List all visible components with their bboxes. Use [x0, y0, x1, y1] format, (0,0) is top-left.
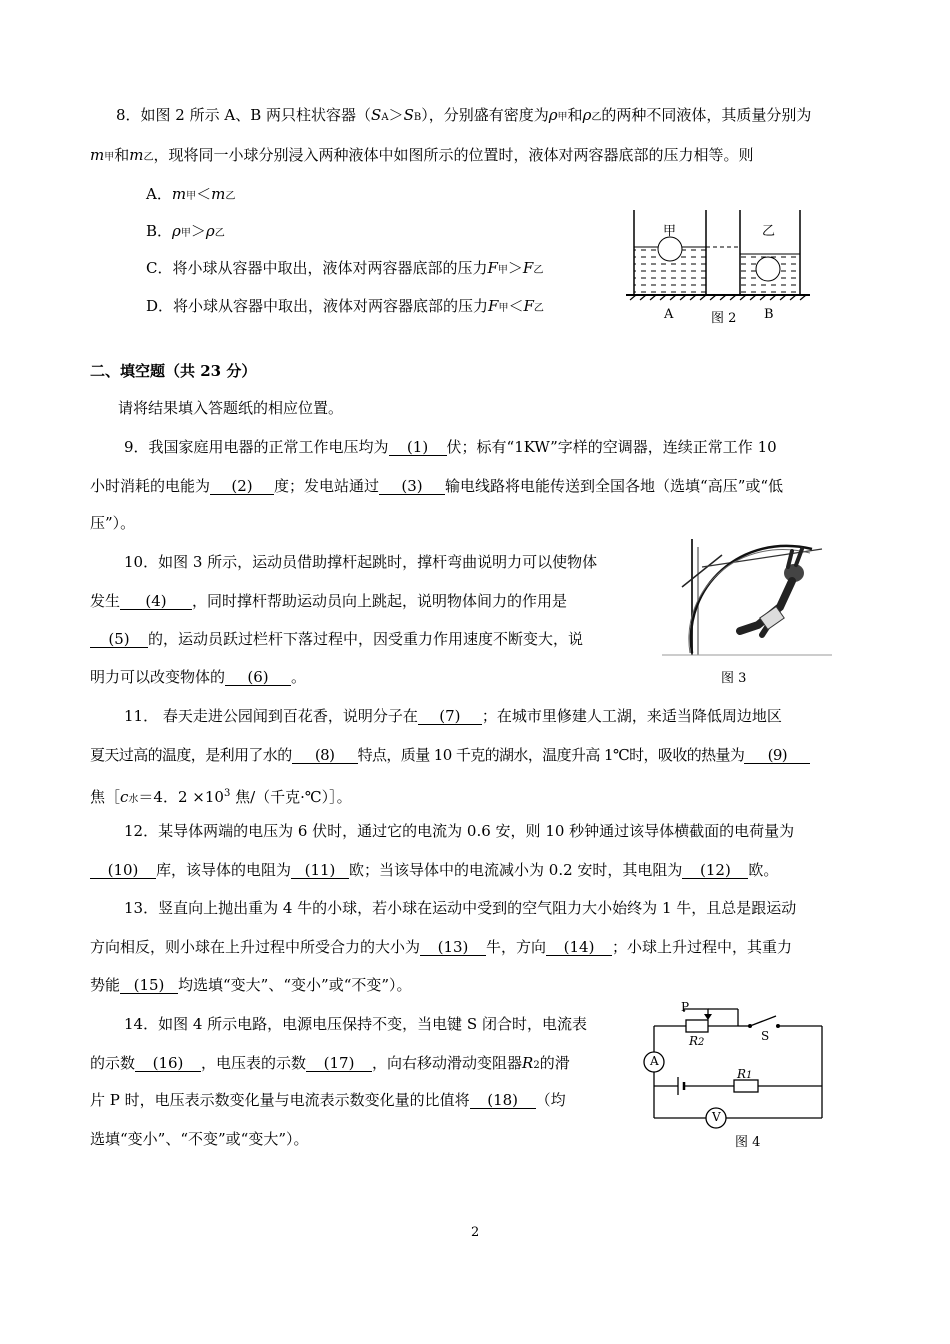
- q8-option-d: D．将小球从容器中取出，液体对两容器底部的压力F甲＜F乙: [146, 297, 544, 315]
- figure-3-caption: 图 3: [721, 671, 747, 686]
- q14-line1: 14．如图 4 所示电路，电源电压保持不变，当电键 S 闭合时，电流表: [124, 1015, 587, 1033]
- blank-6[interactable]: (6): [225, 669, 291, 686]
- page-number: 2: [471, 1225, 480, 1240]
- blank-4[interactable]: (4): [120, 593, 192, 610]
- blank-14[interactable]: (14): [546, 939, 612, 956]
- q8-line2: m甲和m乙，现将同一小球分别浸入两种液体中如图所示的位置时，液体对两容器底部的压力相等。则: [90, 146, 754, 164]
- q14-line3: 片 P 时，电压表示数变化量与电流表示数变化量的比值将 (18) （均: [90, 1091, 566, 1109]
- q9-line2: 小时消耗的电能为 (2) 度；发电站通过 (3) 输电线路将电能传送到全国各地（选填“高压”或“低: [90, 477, 784, 495]
- resistor-r1: [734, 1080, 758, 1092]
- blank-12[interactable]: (12): [682, 862, 748, 879]
- blank-13[interactable]: (13): [420, 939, 486, 956]
- q14-line2: 的示数 (16) ，电压表的示数 (17) ，向右移动滑动变阻器R2的滑: [90, 1054, 570, 1072]
- q11-line1: 11． 春天走进公园闻到百花香，说明分子在 (7) ；在城市里修建人工湖，来适当降低周边地区: [124, 707, 782, 725]
- q10-line2: 发生 (4) ，同时撑杆帮助运动员向上跳起，说明物体间力的作用是: [90, 592, 568, 610]
- q13-line2: 方向相反，则小球在上升过程中所受合力的大小为 (13) 牛，方向 (14) ；小球上升过程中，其重力: [90, 938, 793, 956]
- figure-4-label-a: A: [650, 1054, 659, 1068]
- blank-15[interactable]: (15): [120, 977, 178, 994]
- q8-option-a: A．m甲＜m乙: [146, 185, 236, 203]
- q8-option-c: C．将小球从容器中取出，液体对两容器底部的压力F甲＞F乙: [146, 259, 544, 277]
- q9-line3: 压”）。: [90, 514, 136, 532]
- figure-2-label-a: A: [664, 307, 674, 322]
- q8-line1: 8．如图 2 所示 A、B 两只柱状容器（SA＞SB），分别盛有密度为ρ甲和ρ乙的两种不同液体，其质量分别为: [116, 106, 812, 124]
- blank-3[interactable]: (3): [379, 478, 445, 495]
- blank-1[interactable]: (1): [389, 439, 447, 456]
- figure-2-label-b: B: [764, 307, 774, 322]
- blank-18[interactable]: (18): [470, 1092, 536, 1109]
- q10-line4: 明力可以改变物体的 (6) 。: [90, 668, 307, 686]
- blank-10[interactable]: (10): [90, 862, 156, 879]
- section-2-instruction: 请将结果填入答题纸的相应位置。: [118, 399, 344, 417]
- figure-2-label-yi: 乙: [762, 224, 776, 239]
- q13-line3: 势能 (15) 均选填“变大”、“变小”或“不变”）。: [90, 976, 412, 994]
- blank-11[interactable]: (11): [291, 862, 349, 879]
- section-2-heading: 二、填空题（共 23 分）: [90, 362, 257, 380]
- blank-2[interactable]: (2): [210, 478, 274, 495]
- q11-line3: 焦［c水＝4．$2 \times 10^3$ 焦/（千克·℃）］。: [90, 788, 352, 806]
- q11-line2: 夏天过高的温度，是利用了水的 (8) 特点，质量 10 千克的湖水，温度升高 1℃时，吸收的热量为 (9): [90, 745, 810, 765]
- blank-5[interactable]: (5): [90, 631, 148, 648]
- figure-4-label-v: V: [712, 1110, 721, 1124]
- figure-4-circuit: [638, 1006, 828, 1136]
- blank-16[interactable]: (16): [135, 1055, 201, 1072]
- ball-in-a: [658, 237, 682, 261]
- blank-17[interactable]: (17): [306, 1055, 372, 1072]
- blank-7[interactable]: (7): [418, 708, 482, 725]
- figure-4-label-r1: R1: [737, 1067, 753, 1081]
- q14-line4: 选填“变小”、“不变”或“变大”）。: [90, 1130, 309, 1148]
- figure-2-label-jia: 甲: [663, 224, 677, 239]
- q10-line3: (5) 的，运动员跃过栏杆下落过程中，因受重力作用速度不断变大，说: [90, 629, 583, 649]
- figure-3-pole-vault-illustration: [662, 527, 832, 657]
- blank-9[interactable]: (9): [744, 747, 810, 764]
- ball-in-b: [756, 257, 780, 281]
- figure-4-label-s: S: [761, 1029, 770, 1043]
- q13-line1: 13．竖直向上抛出重为 4 牛的小球，若小球在运动中受到的空气阻力大小始终为 1 牛，且总是跟运动: [124, 899, 797, 917]
- q10-line1: 10．如图 3 所示，运动员借助撑杆起跳时，撑杆弯曲说明力可以使物体: [124, 553, 598, 571]
- figure-4-label-r2: R2: [689, 1034, 705, 1048]
- switch-s: [750, 1016, 776, 1026]
- figure-2-containers: [620, 205, 820, 305]
- q12-line1: 12．某导体两端的电压为 6 伏时，通过它的电流为 0.6 安，则 10 秒钟通过该导体横截面的电荷量为: [124, 822, 795, 840]
- blank-8[interactable]: (8): [292, 747, 358, 764]
- q12-line2: (10) 库，该导体的电阻为 (11) 欧；当该导体中的电流减小为 0.2 安时，其电阻为 (12) 欧。: [90, 860, 778, 880]
- q9-line1: 9．我国家庭用电器的正常工作电压均为 (1) 伏；标有“1KW”字样的空调器，连续正常工作 10: [124, 438, 777, 456]
- rheostat-r2: [686, 1020, 708, 1032]
- figure-2-caption: 图 2: [711, 311, 737, 326]
- figure-4-caption: 图 4: [735, 1135, 761, 1150]
- figure-4-label-p: P: [681, 1000, 690, 1014]
- q8-option-b: B．ρ甲＞ρ乙: [146, 222, 225, 240]
